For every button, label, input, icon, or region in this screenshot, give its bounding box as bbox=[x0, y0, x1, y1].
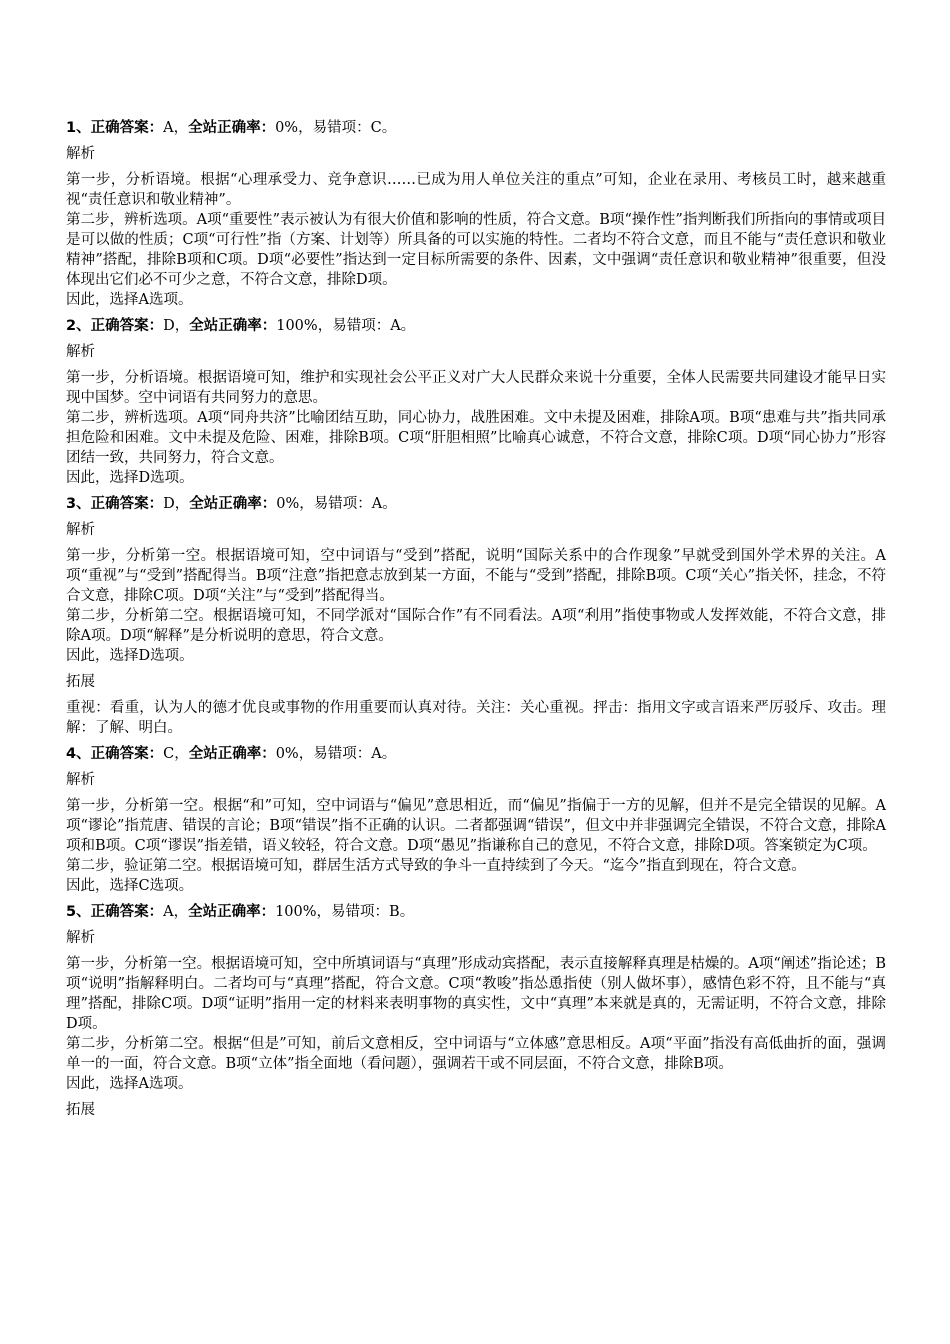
answer-value: D， bbox=[163, 496, 190, 512]
question-number: 1、 bbox=[66, 120, 91, 136]
answer-value: A， bbox=[163, 120, 189, 136]
analysis-paragraph: 第二步，分析第二空。根据语境可知，不同学派对“国际合作”有不同看法。A项“利用”指使事物或人发挥效能，不符合文意，排除A项。D项“解释”是分析说明的意思，符合文意。 bbox=[66, 608, 886, 644]
question-block bbox=[66, 902, 886, 1120]
answer-label: 正确答案： bbox=[90, 746, 164, 762]
analysis-paragraph: 第一步，分析语境。根据语境可知，维护和实现社会公平正义对广大人民群众来说十分重要，全体人民需要共同建设才能早日实现中国梦。空中词语有共同努力的意思。 bbox=[66, 370, 886, 406]
answer-label: 正确答案： bbox=[90, 318, 164, 334]
analysis-label: 解析 bbox=[66, 930, 95, 946]
common-wrong-label: 易错项： bbox=[313, 496, 372, 512]
accuracy-value: 0%， bbox=[276, 496, 314, 512]
analysis-paragraph: 因此，选择C选项。 bbox=[66, 878, 194, 894]
analysis-label: 解析 bbox=[66, 344, 95, 360]
question-answer-line bbox=[66, 316, 886, 336]
analysis-paragraph: 第二步，验证第二空。根据语境可知，群居生活方式导致的争斗一直持续到了今天。“迄今”指直到现在，符合文意。 bbox=[66, 858, 806, 874]
common-wrong-value: C。 bbox=[370, 120, 397, 136]
question-number: 5、 bbox=[66, 904, 91, 920]
analysis-paragraph: 第二步，辨析选项。A项“同舟共济”比喻团结互助，同心协力，战胜困难。文中未提及困难，排除A项。B项“患难与共”指共同承担危险和困难。文中未提及危险、困难，排除B项。C项“肝胆相照”比喻真心诚意，不符合文意，排除C项。D项“同心协力”形容团结一致，共同努力，符合文意。 bbox=[66, 410, 886, 466]
extension-label: 拓展 bbox=[66, 1102, 95, 1118]
document-page bbox=[66, 118, 886, 1126]
accuracy-value: 100%， bbox=[275, 904, 332, 920]
question-answer-line bbox=[66, 118, 886, 138]
analysis-paragraph: 因此，选择D选项。 bbox=[66, 470, 194, 486]
question-block bbox=[66, 744, 886, 896]
question-block bbox=[66, 316, 886, 488]
common-wrong-value: B。 bbox=[389, 904, 415, 920]
accuracy-label: 全站正确率： bbox=[189, 318, 277, 334]
analysis-label: 解析 bbox=[66, 522, 95, 538]
analysis-paragraph: 第一步，分析语境。根据“心理承受力、竞争意识……已成为用人单位关注的重点”可知，企业在录用、考核员工时，越来越重视“责任意识和敬业精神”。 bbox=[66, 172, 886, 208]
question-answer-line bbox=[66, 744, 886, 764]
question-answer-line bbox=[66, 902, 886, 922]
analysis-label: 解析 bbox=[66, 772, 95, 788]
answer-value: C， bbox=[163, 746, 189, 762]
analysis-paragraph: 第二步，分析第二空。根据“但是”可知，前后文意相反，空中词语与“立体感”意思相反。A项“平面”指没有高低曲折的面，强调单一的一面，符合文意。B项“立体”指全面地（看问题），强调若干或不同层面，不符合文意，排除B项。 bbox=[66, 1036, 886, 1072]
question-block bbox=[66, 494, 886, 738]
question-number: 2、 bbox=[66, 318, 91, 334]
answer-value: A， bbox=[163, 904, 189, 920]
common-wrong-label: 易错项： bbox=[331, 904, 390, 920]
accuracy-label: 全站正确率： bbox=[188, 120, 276, 136]
extension-paragraph: 重视：看重，认为人的德才优良或事物的作用重要而认真对待。关注：关心重视。抨击：指用文字或言语来严厉驳斥、攻击。理解：了解、明白。 bbox=[66, 700, 886, 736]
answer-label: 正确答案： bbox=[90, 496, 164, 512]
accuracy-value: 0%， bbox=[275, 746, 314, 762]
analysis-paragraph: 因此，选择A选项。 bbox=[66, 1076, 193, 1092]
answer-label: 正确答案： bbox=[90, 120, 164, 136]
question-block bbox=[66, 118, 886, 310]
analysis-label: 解析 bbox=[66, 146, 95, 162]
accuracy-label: 全站正确率： bbox=[189, 496, 277, 512]
accuracy-label: 全站正确率： bbox=[188, 904, 276, 920]
common-wrong-label: 易错项： bbox=[312, 120, 371, 136]
answer-label: 正确答案： bbox=[90, 904, 164, 920]
common-wrong-label: 易错项： bbox=[313, 746, 372, 762]
analysis-paragraph: 第二步，辨析选项。A项“重要性”表示被认为有很大价值和影响的性质，符合文意。B项“操作性”指判断我们所指向的事情或项目是可以做的性质；C项“可行性”指（方案、计划等）所具备的可以实施的特性。二者均不符合文意，而且不能与“责任意识和敬业精神”搭配，排除B项和C项。D项“必要性”指达到一定目标所需要的条件、因素，文中强调“责任意识和敬业精神”很重要，但没体现出它们必不可少之意，不符合文意，排除D项。 bbox=[66, 212, 886, 288]
common-wrong-value: A。 bbox=[371, 746, 397, 762]
analysis-paragraph: 第一步，分析第一空。根据语境可知，空中词语与“受到”搭配，说明“国际关系中的合作现象”早就受到国外学术界的关注。A项“重视”与“受到”搭配得当。B项“注意”指把意志放到某一方面，不能与“受到”搭配，排除B项。C项“关心”指关怀，挂念，不符合文意，排除C项。D项“关注”与“受到”搭配得当。 bbox=[66, 548, 886, 604]
accuracy-label: 全站正确率： bbox=[188, 746, 276, 762]
common-wrong-value: A。 bbox=[371, 496, 397, 512]
question-number: 4、 bbox=[66, 746, 91, 762]
accuracy-value: 0%， bbox=[275, 120, 313, 136]
analysis-paragraph: 因此，选择D选项。 bbox=[66, 648, 194, 664]
common-wrong-label: 易错项： bbox=[332, 318, 391, 334]
analysis-paragraph: 第一步，分析第一空。根据语境可知，空中所填词语与“真理”形成动宾搭配，表示直接解释真理是枯燥的。A项“阐述”指论述；B项“说明”指解释明白。二者均可与“真理”搭配，符合文意。C项“教唆”指怂恿指使（别人做坏事），感情色彩不符，且不能与“真理”搭配，排除C项。D项“证明”指用一定的材料来表明事物的真实性，文中“真理”本来就是真的，无需证明，不符合文意，排除D项。 bbox=[66, 956, 886, 1032]
analysis-paragraph: 因此，选择A选项。 bbox=[66, 292, 193, 308]
answer-value: D， bbox=[163, 318, 190, 334]
question-number: 3、 bbox=[66, 496, 91, 512]
extension-label: 拓展 bbox=[66, 674, 95, 690]
question-answer-line bbox=[66, 494, 886, 514]
analysis-paragraph: 第一步，分析第一空。根据“和”可知，空中词语与“偏见”意思相近，而“偏见”指偏于一方的见解，但并不是完全错误的见解。A项“谬论”指荒唐、错误的言论；B项“错误”指不正确的认识。二者都强调“错误”，但文中并非强调完全错误，不符合文意，排除A项和B项。C项“谬误”指差错，语义较轻，符合文意。D项“愚见”指谦称自己的意见，不符合文意，排除D项。答案锁定为C项。 bbox=[66, 798, 886, 854]
accuracy-value: 100%， bbox=[276, 318, 333, 334]
common-wrong-value: A。 bbox=[390, 318, 416, 334]
